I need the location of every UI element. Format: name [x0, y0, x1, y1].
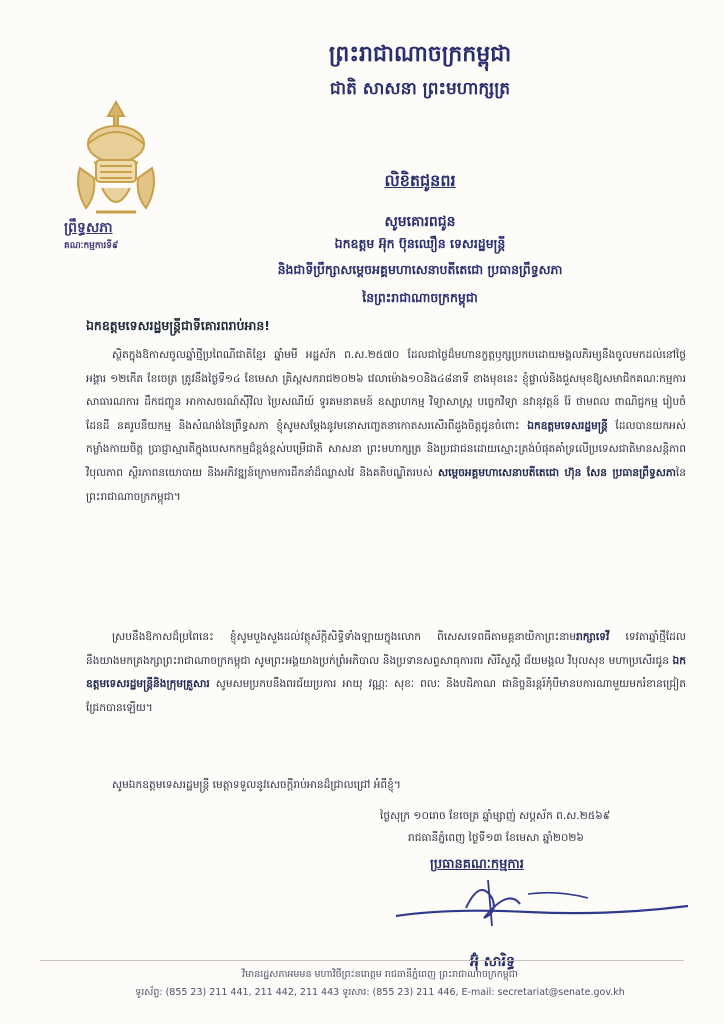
recipient-name: ឯកឧត្តម អ៊ុក ប៊ុនឈឿន ទេសរដ្ឋមន្ត្រី: [334, 236, 506, 251]
emphasis-text: ឯកឧត្តមទេសរដ្ឋមន្ត្រី: [527, 419, 608, 432]
recipient-greeting: សូមគោរពជូន: [384, 214, 456, 230]
senate-emblem-icon: [66, 96, 166, 226]
footer-address: វិមានរដ្ឋសភាអមមន មហាវិថីព្រះនរោត្តម រាជធានីភ្នំពេញ ព្រះរាជាណាចក្រកម្ពុជា: [242, 969, 518, 980]
institution-name: ព្រឹទ្ធសភា: [64, 220, 113, 236]
body-paragraph-1: [86, 344, 686, 509]
recipient-role: និងជាទីប្រឹក្សាសម្តេចអគ្គមហាសេនាបតីតេជោ ប្រធានព្រឹទ្ធសភា: [277, 262, 563, 277]
kingdom-heading: ព្រះរាជាណាចក្រកម្ពុជា: [328, 42, 512, 67]
emphasis-text: ឯកឧត្តមទេសរដ្ឋមន្ត្រីនិងក្រុមគ្រួសារ: [86, 654, 686, 691]
letter-title: លិខិតជូនពរ: [384, 171, 456, 190]
emphasis-text: សម្តេចអគ្គមហាសេនាបតីតេជោ ហ៊ុន សែន ប្រធានព្រឹទ្ធសភា: [438, 466, 676, 479]
body-paragraph-3: សូមឯកឧត្តមទេសរដ្ឋមន្ត្រី មេត្តាទទួលនូវសេចក្តីរាប់អានដ៏ជ្រាលជ្រៅ អំពីខ្ញុំ។: [112, 779, 401, 791]
solar-date: រាជធានីភ្នំពេញ ថ្ងៃទី១៣ ខែមេសា ឆ្នាំ២០២៦: [408, 832, 584, 844]
footer-contact: ទូរស័ព្ទ: (855 23) 211 441, 211 442, 211 443 ទូរសារ: (855 23) 211 446, E-mail: secretariat@senate.gov.kh: [135, 987, 625, 998]
emphasis-text: រាក្សាទេវី: [576, 631, 610, 643]
national-motto: ជាតិ សាសនា ព្រះមហាក្សត្រ: [329, 79, 511, 99]
signatory-title: ប្រធានគណៈកម្មការ: [430, 857, 524, 872]
paragraph-text: នៃព្រះរាជាណាចក្រកម្ពុជា។: [86, 466, 687, 503]
paragraph-text: ទេវតាឆ្នាំថ្មីដែលនឹងយាងមកគ្រងក្សាព្រះរាជាណាចក្រកម្ពុជា សូមព្រះអង្គយាងប្រក់ព្រំអភិបាល និងប្រទានសព្ទសាធុការពរ សិរីសួស្តី ជ័យមង្គល វិបុលសុខ មហាប្រសើរជូន: [86, 631, 686, 667]
body-paragraph-2: [86, 626, 686, 720]
signature-icon: [388, 868, 698, 938]
footer-divider: [40, 960, 684, 961]
paragraph-text: ដែលបានយកអស់កម្លាំងកាយចិត្ត ប្រាជ្ញាស្មារតីក្នុងបេសកកម្មដ៏ខ្ពង់ខ្ពស់បម្រើជាតិ សាសនា ព្រះមហាក្សត្រ និងប្រជាជនដោយស្មោះត្រង់បំផុតគាំទ្រលើប្រទេសជាតិមានសន្តិភាព វិបុលភាព ស្ថិរភាពនយោបាយ និងអភិវឌ្ឍន៍ក្រោមការដឹកនាំដ៏ឈ្លាសវៃ និងគតិបណ្ឌិតរបស់: [86, 419, 686, 479]
salutation: ឯកឧត្តមទេសរដ្ឋមន្ត្រីជាទីគោរពរាប់អាន!: [86, 318, 270, 333]
signer-name: អ៊ុំ សារិទ្ធ: [470, 954, 515, 970]
recipient-country: នៃព្រះរាជាណាចក្រកម្ពុជា: [362, 290, 478, 305]
paragraph-text: ស្របនឹងឱកាសដ៏ប្រពៃនេះ ខ្ញុំសូមបួងសួងដល់វត្ថុស័ក្តិសិទ្ធិទាំងឡាយក្នុងលោក ពិសេសទេពធីតាមគ្គនាយិកាព្រះនាម: [112, 631, 577, 643]
paragraph-text: សូមសមប្រកបនឹងពរជ័យប្រការ អាយុ វណ្ណៈ សុខៈ ពលៈ និងបដិភាណ ជានិច្ចនិរន្តរ៍កុំបីមានបការណាមួយមករំខានជ្រៀតជ្រែកបានឡើយ។: [86, 678, 686, 714]
lunar-date: ថ្ងៃសុក្រ ១០រោច ខែចេត្រ ឆ្នាំម្សាញ់ សប្តស័ក ព.ស.២៥៦៩: [380, 810, 611, 822]
committee-name: គណៈកម្មការទី៩: [64, 241, 119, 251]
paragraph-text: ស្ថិតក្នុងឱកាសចូលឆ្នាំថ្មីប្រពៃណីជាតិខ្មែរ ឆ្នាំមមី អដ្ឋស័ក ព.ស.២៥៧០ ដែលជាថ្ងៃដ៏មហានក្ខត្តឫក្សប្រកបដោយមង្គលភិរម្យនឹងចូលមកដល់នៅថ្ងៃអង្គារ ១២កើត ខែចេត្រ ត្រូវនឹងថ្ងៃទី១៤ ខែមេសា គ្រិស្តសករាជ២០២៦ វេលាម៉ោង១០និង៤៨នាទី ខាងមុខនេះ ខ្ញុំផ្ទាល់និងជួសមុខឱ្យសមាជិកគណៈកម្មការសាធារណការ ដឹកជញ្ជូន អាកាសចរណ៍ស៊ីវិល ប្រៃសណីយ៍ ទូរគមនាគមន៍ ឧស្សាហកម្ម វិទ្យាសាស្ត្រ បច្ចេកវិទ្យា នវានុវត្តន៍ រ៉ែ ថាមពល ពាណិជ្ជកម្ម រៀបចំដែនដី នគរូបនីយកម្ម និងសំណង់នៃព្រឹទ្ធសភា ខ្ញុំសូមសម្តែងនូវមនោសញ្ចេតនាកោតសរសើរពីដួងចិត្តជូនចំពោះ: [86, 349, 686, 432]
